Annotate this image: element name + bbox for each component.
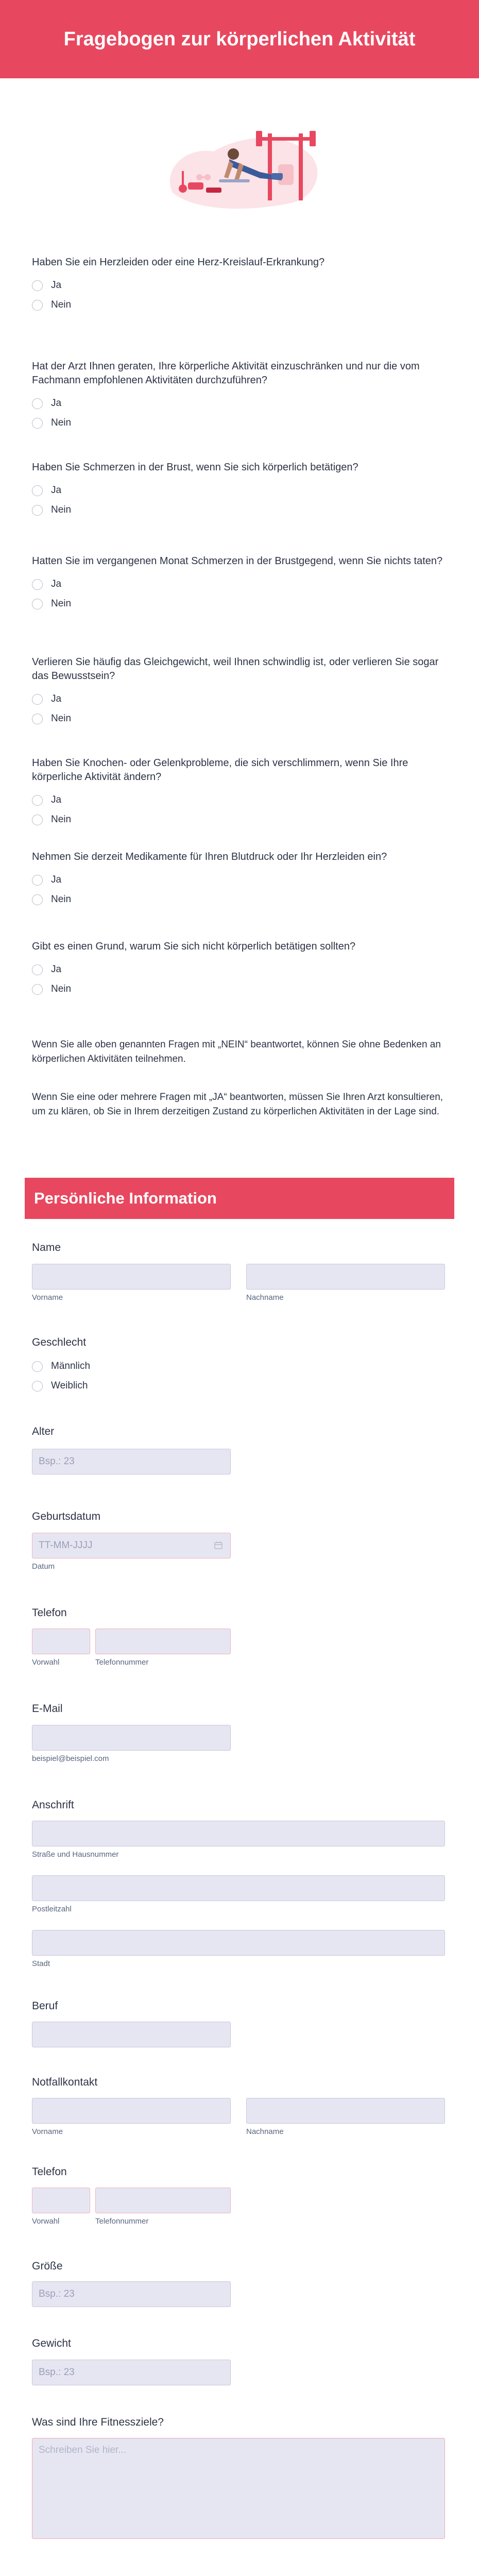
radio-button[interactable] (32, 1381, 43, 1392)
emergency-first-input[interactable] (32, 2098, 231, 2124)
emergency-last-input[interactable] (246, 2098, 445, 2124)
gender-options (32, 1357, 90, 1396)
street-sublabel: Straße und Hausnummer (32, 1850, 119, 1859)
city-group (32, 1930, 445, 1968)
phone-area-input[interactable] (32, 1629, 90, 1654)
question-6 (32, 756, 447, 829)
workout-illustration (152, 78, 327, 224)
section-header-personal: Persönliche Information (25, 1178, 454, 1219)
option-label: Ja (51, 398, 62, 409)
question-8 (32, 940, 447, 999)
phone2-area-group (32, 2188, 90, 2226)
zip-group (32, 1875, 445, 1913)
gender-label: Geschlecht (32, 1336, 87, 1348)
question-1 (32, 256, 447, 315)
form-header (0, 0, 479, 78)
job-label: Beruf (32, 2000, 58, 2012)
option-label: Ja (51, 485, 62, 496)
option-female[interactable] (32, 1376, 90, 1396)
job-input[interactable] (32, 2022, 231, 2047)
question-text: Hat der Arzt Ihnen geraten, Ihre körperliche Aktivität einzuschränken und nur die vom Fachmann empfohlenen Aktivitäten durchzuführen? (32, 361, 420, 386)
last-name-input[interactable] (246, 1264, 445, 1290)
option-ja[interactable] (32, 394, 447, 413)
option-label: Nein (51, 504, 72, 515)
emergency-last-group (246, 2098, 445, 2136)
question-text: Haben Sie Knochen- oder Gelenkprobleme, die sich verschlimmern, wenn Sie Ihre körperliche Aktivität ändern? (32, 757, 408, 783)
height-input[interactable]: Bsp.: 23 (32, 2281, 231, 2307)
option-label: Männlich (51, 1361, 91, 1371)
question-2 (32, 360, 447, 433)
option-label: Ja (51, 874, 62, 885)
radio-button[interactable] (32, 984, 43, 995)
question-4 (32, 554, 447, 614)
question-text: Haben Sie ein Herzleiden oder eine Herz-Kreislauf-Erkrankung? (32, 257, 325, 268)
emergency-label: Notfallkontakt (32, 2076, 98, 2088)
street-group (32, 1821, 445, 1859)
last-name-sublabel: Nachname (246, 1293, 284, 1302)
radio-button[interactable] (32, 714, 43, 724)
option-label: Nein (51, 814, 72, 825)
height-label: Größe (32, 2260, 63, 2272)
radio-button[interactable] (32, 418, 43, 429)
first-name-group (32, 1264, 231, 1302)
email-label: E-Mail (32, 1703, 63, 1715)
phone2-area-input[interactable] (32, 2188, 90, 2213)
weight-label: Gewicht (32, 2337, 71, 2349)
phone-area-sublabel: Vorwahl (32, 1658, 60, 1667)
radio-button[interactable] (32, 300, 43, 311)
name-label: Name (32, 1242, 61, 1253)
radio-button[interactable] (32, 894, 43, 905)
radio-button[interactable] (32, 505, 43, 516)
phone2-area-sublabel: Vorwahl (32, 2217, 60, 2226)
option-nein[interactable] (32, 979, 447, 999)
option-label: Ja (51, 579, 62, 589)
note-no-answers: Wenn Sie alle oben genannten Fragen mit „NEIN“ beantwortet, können Sie ohne Bedenken an körperlichen Aktivitäten teilnehmen. (32, 1039, 441, 1064)
option-label: Ja (51, 794, 62, 805)
option-nein[interactable] (32, 810, 447, 829)
city-sublabel: Stadt (32, 1959, 50, 1968)
radio-button[interactable] (32, 599, 43, 609)
option-ja[interactable] (32, 276, 447, 295)
form-body (0, 78, 479, 2576)
emergency-last-sublabel: Nachname (246, 2127, 284, 2136)
phone2-number-input[interactable] (95, 2188, 231, 2213)
email-sublabel: beispiel@beispiel.com (32, 1754, 109, 1763)
option-label: Nein (51, 894, 72, 905)
option-label: Weiblich (51, 1380, 88, 1391)
option-ja[interactable] (32, 481, 447, 500)
option-ja[interactable] (32, 870, 447, 890)
option-label: Nein (51, 984, 72, 994)
zip-input[interactable] (32, 1875, 445, 1901)
goals-label: Was sind Ihre Fitnessziele? (32, 2416, 164, 2428)
option-label: Nein (51, 598, 72, 609)
question-text: Verlieren Sie häufig das Gleichgewicht, weil Ihnen schwindlig ist, oder verlieren Sie sogar das Bewusstsein? (32, 656, 439, 682)
option-label: Nein (51, 713, 72, 724)
phone-label: Telefon (32, 1607, 67, 1619)
option-label: Nein (51, 417, 72, 428)
goals-textarea[interactable]: Schreiben Sie hier... (32, 2438, 445, 2539)
option-label: Ja (51, 693, 62, 704)
option-male[interactable] (32, 1357, 90, 1376)
phone2-number-sublabel: Telefonnummer (95, 2217, 149, 2226)
calendar-icon[interactable] (214, 1540, 223, 1550)
age-label: Alter (32, 1426, 55, 1437)
radio-button[interactable] (32, 280, 43, 291)
weight-input[interactable]: Bsp.: 23 (32, 2360, 231, 2385)
option-nein[interactable] (32, 890, 447, 909)
question-7 (32, 850, 447, 909)
radio-button[interactable] (32, 795, 43, 806)
phone-number-group (95, 1629, 231, 1667)
radio-button[interactable] (32, 694, 43, 705)
email-input[interactable] (32, 1725, 231, 1751)
radio-button[interactable] (32, 1361, 43, 1372)
option-nein[interactable] (32, 500, 447, 520)
phone-area-group (32, 1629, 90, 1667)
radio-button[interactable] (32, 398, 43, 409)
option-label: Ja (51, 280, 62, 291)
note-yes-answers: Wenn Sie eine oder mehrere Fragen mit „JA“ beantworten, müssen Sie Ihren Arzt konsultieren, um zu klären, ob Sie in Ihrem derzeitigen Zustand zu körperlichen Aktivitäten in der Lage sind. (32, 1092, 443, 1117)
question-5 (32, 655, 447, 728)
radio-button[interactable] (32, 815, 43, 825)
option-nein[interactable] (32, 594, 447, 614)
question-text: Nehmen Sie derzeit Medikamente für Ihren Blutdruck oder Ihr Herzleiden ein? (32, 851, 387, 862)
birthdate-label: Geburtsdatum (32, 1511, 101, 1522)
emergency-first-group (32, 2098, 231, 2136)
first-name-sublabel: Vorname (32, 1293, 63, 1302)
radio-button[interactable] (32, 964, 43, 975)
phone2-label: Telefon (32, 2166, 67, 2178)
option-label: Nein (51, 299, 72, 310)
question-text: Hatten Sie im vergangenen Monat Schmerzen in der Brustgegend, wenn Sie nichts taten? (32, 555, 443, 567)
form-title: Fragebogen zur körperlichen Aktivität (63, 28, 416, 50)
age-input[interactable]: Bsp.: 23 (32, 1449, 231, 1475)
birthdate-placeholder: TT-MM-JJJJ (39, 1540, 93, 1551)
city-input[interactable] (32, 1930, 445, 1956)
option-ja[interactable] (32, 960, 447, 979)
option-nein[interactable] (32, 413, 447, 433)
option-ja[interactable] (32, 689, 447, 709)
zip-sublabel: Postleitzahl (32, 1905, 72, 1913)
option-nein[interactable] (32, 295, 447, 315)
birthdate-input[interactable] (32, 1533, 231, 1558)
email-group (32, 1725, 231, 1763)
question-3 (32, 461, 447, 520)
radio-button[interactable] (32, 875, 43, 886)
phone2-number-group (95, 2188, 231, 2226)
question-text: Gibt es einen Grund, warum Sie sich nicht körperlich betätigen sollten? (32, 941, 356, 952)
radio-button[interactable] (32, 579, 43, 590)
birthdate-group (32, 1533, 231, 1571)
option-ja[interactable] (32, 790, 447, 810)
phone-number-input[interactable] (95, 1629, 231, 1654)
option-nein[interactable] (32, 709, 447, 728)
first-name-input[interactable] (32, 1264, 231, 1290)
phone-number-sublabel: Telefonnummer (95, 1658, 149, 1667)
last-name-group (246, 1264, 445, 1302)
emergency-first-sublabel: Vorname (32, 2127, 63, 2136)
question-text: Haben Sie Schmerzen in der Brust, wenn Sie sich körperlich betätigen? (32, 462, 358, 473)
street-input[interactable] (32, 1821, 445, 1846)
radio-button[interactable] (32, 485, 43, 496)
address-label: Anschrift (32, 1799, 74, 1811)
birthdate-sublabel: Datum (32, 1562, 55, 1571)
option-label: Ja (51, 964, 62, 975)
option-ja[interactable] (32, 574, 447, 594)
